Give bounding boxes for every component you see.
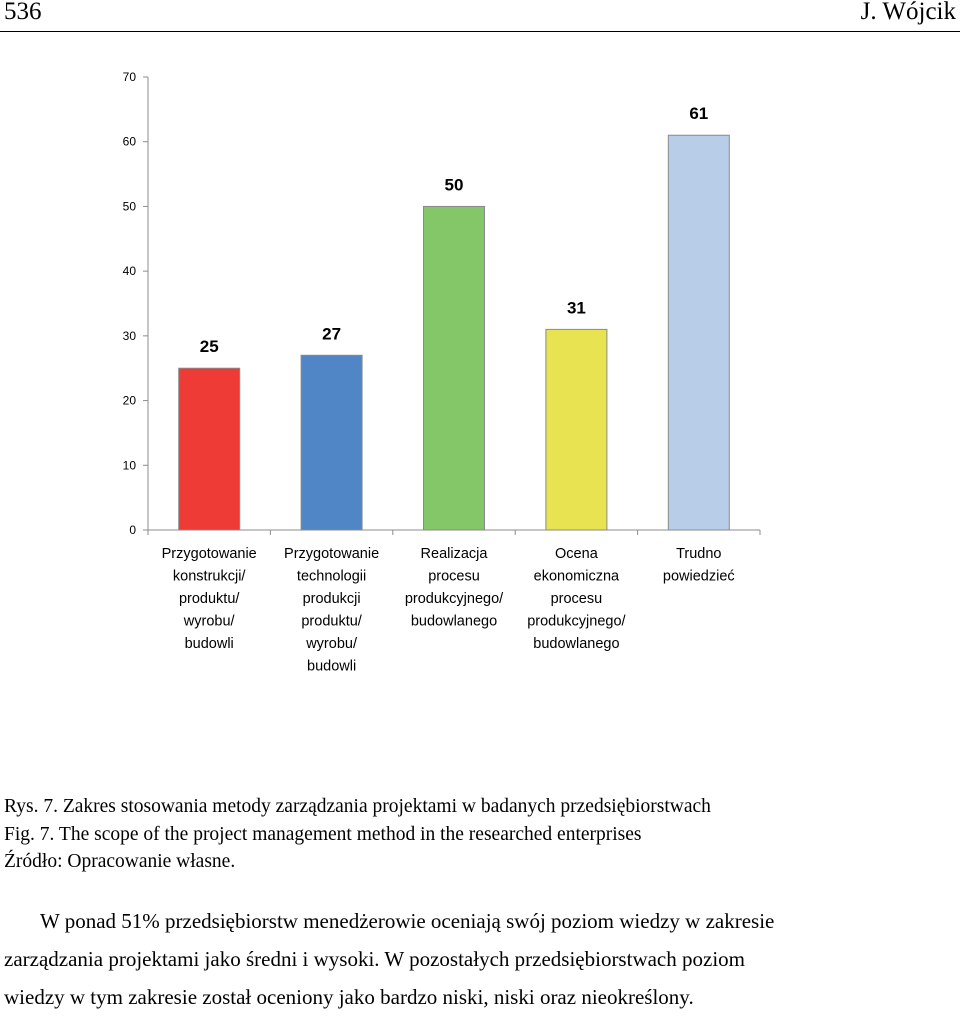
- data-label: 25: [199, 337, 219, 357]
- x-category-label-line: Trudno: [676, 546, 722, 562]
- x-category-label-line: budowli: [184, 636, 234, 652]
- y-tick-label: 50: [122, 199, 136, 214]
- x-category-label-line: budowlanego: [533, 636, 620, 652]
- x-category-label-line: produkcji: [302, 591, 361, 607]
- data-label: 31: [566, 298, 586, 318]
- bar: [546, 329, 607, 530]
- paragraph-line-3: wiedzy w tym zakresie został oceniony jako bardzo niski, niski oraz nieokreślony.: [4, 985, 694, 1009]
- header-rule: [0, 31, 960, 32]
- x-category-label-line: Realizacja: [420, 546, 488, 562]
- paragraph-line-1: W ponad 51% przedsiębiorstw menedżerowie oceniają swój poziom wiedzy w zakresie: [40, 909, 775, 933]
- caption-english: Fig. 7. The scope of the project management method in the researched enterprises: [4, 824, 642, 845]
- x-category-label-line: budowli: [307, 658, 357, 675]
- bar: [424, 206, 485, 530]
- x-category-label-line: Przygotowanie: [284, 546, 380, 562]
- x-category-label-line: procesu: [428, 568, 480, 585]
- y-tick-label: 30: [122, 328, 136, 343]
- x-category-label-line: procesu: [550, 591, 603, 607]
- y-tick-label: 40: [122, 264, 136, 279]
- x-category-label-line: wyrobu/: [306, 636, 357, 652]
- y-tick-label: 60: [122, 134, 136, 149]
- y-tick-label: 10: [122, 458, 136, 473]
- x-category-label: [405, 546, 504, 630]
- data-label: 50: [444, 175, 464, 195]
- bar: [301, 355, 362, 530]
- x-category-label: [284, 546, 379, 675]
- running-author: J. Wójcik: [860, 0, 956, 25]
- x-category-label-line: technologii: [296, 568, 367, 585]
- x-category-label-line: budowlanego: [410, 613, 498, 630]
- x-category-label-line: produktu/: [178, 591, 240, 607]
- paragraph-line-2: zarządzania projektami jako średni i wysoki. W pozostałych przedsiębiorstwach poziom: [4, 947, 745, 971]
- x-category-label-line: Przygotowanie: [161, 546, 257, 562]
- bar: [668, 135, 729, 530]
- data-label: 61: [689, 104, 709, 124]
- x-category-label-line: produktu/: [301, 613, 362, 630]
- x-category-label-line: produkcyjnego/: [404, 591, 504, 607]
- x-category-label: [527, 546, 626, 652]
- bar: [179, 368, 240, 530]
- x-category-label: [663, 546, 735, 585]
- page-header: [0, 0, 960, 34]
- y-tick-label: 70: [122, 70, 136, 84]
- y-tick-label: 0: [129, 523, 136, 537]
- x-category-label-line: wyrobu/: [183, 613, 235, 630]
- caption-source: Źródło: Opracowanie własne.: [4, 851, 236, 872]
- x-category-label-line: konstrukcji/: [172, 568, 246, 585]
- page-number: 536: [4, 0, 42, 25]
- x-category-label-line: ekonomiczna: [533, 568, 620, 585]
- x-category-label-line: Ocena: [555, 546, 598, 562]
- bar-chart: [0, 40, 960, 690]
- x-category-label-line: produkcyjnego/: [527, 613, 626, 630]
- x-category-label: [162, 546, 257, 652]
- x-category-label-line: powiedzieć: [662, 568, 735, 585]
- caption-polish: Rys. 7. Zakres stosowania metody zarządzania projektami w badanych przedsiębiorstwach: [4, 796, 711, 817]
- y-tick-label: 20: [122, 393, 136, 408]
- data-label: 27: [322, 324, 342, 344]
